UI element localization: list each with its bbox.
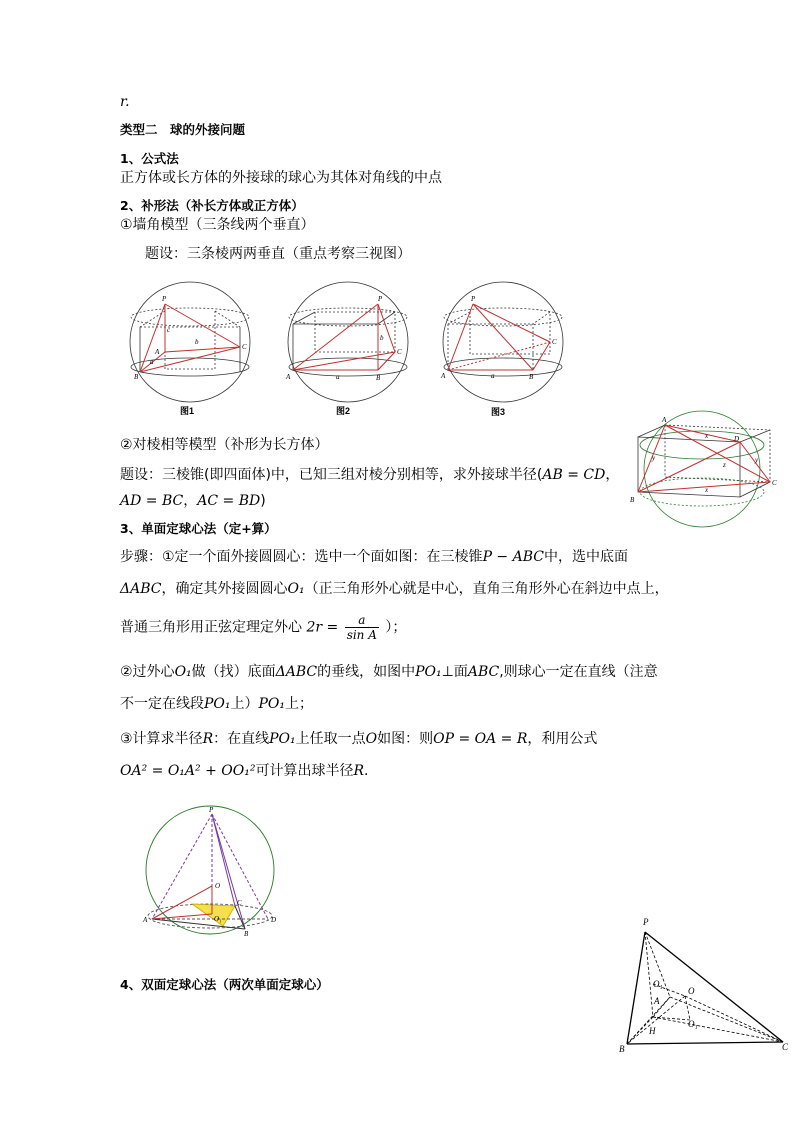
fig2-label-b: b xyxy=(380,334,384,342)
figure-2 xyxy=(278,282,418,417)
s3-step1-line1: 步骤：①定一个面外接圆圆心：选中一个面如图：在三棱锥P − ABC中，选中底面 xyxy=(120,549,628,565)
sp-label-A: A xyxy=(143,916,148,924)
dp-label-A: A xyxy=(654,996,660,1006)
dp-label-P: P xyxy=(643,917,649,927)
s3-step2-line1: ②过外心O₁做（找）底面ΔABC的垂线，如图中PO₁⊥面ABC,则球心一定在直线（注意 xyxy=(120,664,658,680)
sp-label-B: B xyxy=(244,930,249,938)
sp-label-D: D xyxy=(271,916,277,924)
s2-title: 2、补形法（补长方体或正方体） xyxy=(120,198,304,213)
dp-label-C: C xyxy=(782,1042,789,1052)
dp-label-B: B xyxy=(619,1044,625,1054)
cuboid-label-x-top: x xyxy=(705,432,709,440)
cuboid-label-B: B xyxy=(630,496,635,504)
dp-label-O: O xyxy=(688,986,695,996)
cuboid-label-D: D xyxy=(734,435,740,443)
s1-title: 1、公式法 xyxy=(120,151,179,166)
fig1-label-b: b xyxy=(195,338,199,346)
s2-model2: ②对棱相等模型（补形为长方体） xyxy=(120,437,329,453)
fig1-label-C: C xyxy=(242,343,247,351)
figure-single-plane-sphere xyxy=(140,808,290,938)
fig1-label-a: a xyxy=(150,358,154,366)
cuboid-label-C: C xyxy=(772,479,777,487)
fig2-label-P: P xyxy=(378,295,383,303)
sp-label-C: C xyxy=(237,899,242,907)
dp-label-H: H xyxy=(649,1026,656,1036)
fig3-label-B: B xyxy=(529,373,534,381)
fig2-label-C: C xyxy=(397,348,402,356)
cuboid-label-y-left: y xyxy=(652,454,656,462)
sp-label-P: P xyxy=(209,806,214,814)
fig1-caption: 图1 xyxy=(180,406,195,416)
dp-label-O1-upper: O₁ xyxy=(653,979,663,989)
figure-double-plane-tetra xyxy=(615,912,790,1052)
figure-1 xyxy=(120,282,260,417)
fig3-label-A: A xyxy=(441,372,446,380)
s2-premise2-line1: 题设：三棱锥(即四面体)中，已知三组对棱分别相等，求外接球半径(AB = CD， xyxy=(120,467,620,483)
s2-model1: ①墙角模型（三条线两个垂直） xyxy=(120,217,315,233)
s3-step1-line3: 普通三角形用正弦定理定外心 2r = $\frac{a}{\text{sin A}}$ ）； xyxy=(120,613,407,642)
cuboid-label-z: z xyxy=(723,461,726,469)
fig2-label-B: B xyxy=(376,374,381,382)
sp-label-O1: O₁ xyxy=(214,915,222,923)
figure-3 xyxy=(433,282,573,417)
fig2-label-A: A xyxy=(286,373,291,381)
s1-text: 正方体或长方体的外接球的球心为其体对角线的中点 xyxy=(120,170,442,186)
s3-step3-line1: ③计算求半径R：在直线PO₁上任取一点O如图：则OP = OA = R，利用公式 xyxy=(120,731,598,747)
fig3-label-C: C xyxy=(552,338,557,346)
fig3-label-P: P xyxy=(471,295,476,303)
fig2-caption: 图2 xyxy=(336,406,351,416)
figure-cuboid-sphere xyxy=(630,412,790,532)
dp-label-O1-lower: O₁ xyxy=(688,1019,698,1029)
s3-step3-line2: OA² = O₁A² + OO₁²可计算出球半径R. xyxy=(120,763,369,779)
s3-step2-line2: 不一定在线段PO₁上）PO₁上； xyxy=(120,696,314,712)
s2-premise2-line2: AD = BC，AC = BD) xyxy=(120,493,266,509)
fig3-label-a: a xyxy=(491,372,495,380)
fig1-label-B: B xyxy=(134,373,139,381)
sine-law-fraction: $\frac{a}{\text{sin A}}$ xyxy=(346,613,377,642)
r-symbol-line: r. xyxy=(120,94,130,110)
s4-title: 4、双面定球心法（两次单面定球心） xyxy=(120,977,329,992)
fig1-label-P: P xyxy=(162,295,167,303)
s2-premise: 题设：三条棱两两垂直（重点考察三视图） xyxy=(145,246,411,262)
fig1-label-A: A xyxy=(155,348,160,356)
sp-label-O: O xyxy=(215,882,221,890)
cuboid-label-x-bottom: x xyxy=(705,486,709,494)
type2-title: 类型二 球的外接问题 xyxy=(120,122,246,137)
cuboid-label-A: A xyxy=(662,416,667,424)
s3-title: 3、单面定球心法（定+算） xyxy=(120,521,277,536)
fig2-label-a: a xyxy=(336,373,340,381)
s3-step1-line2: ΔABC，确定其外接圆圆心O₁（正三角形外心就是中心，直角三角形外心在斜边中点上， xyxy=(120,581,669,597)
fig3-caption: 图3 xyxy=(491,407,506,417)
cuboid-label-y-right: y xyxy=(755,456,759,464)
fig1-label-c: c xyxy=(167,326,171,334)
